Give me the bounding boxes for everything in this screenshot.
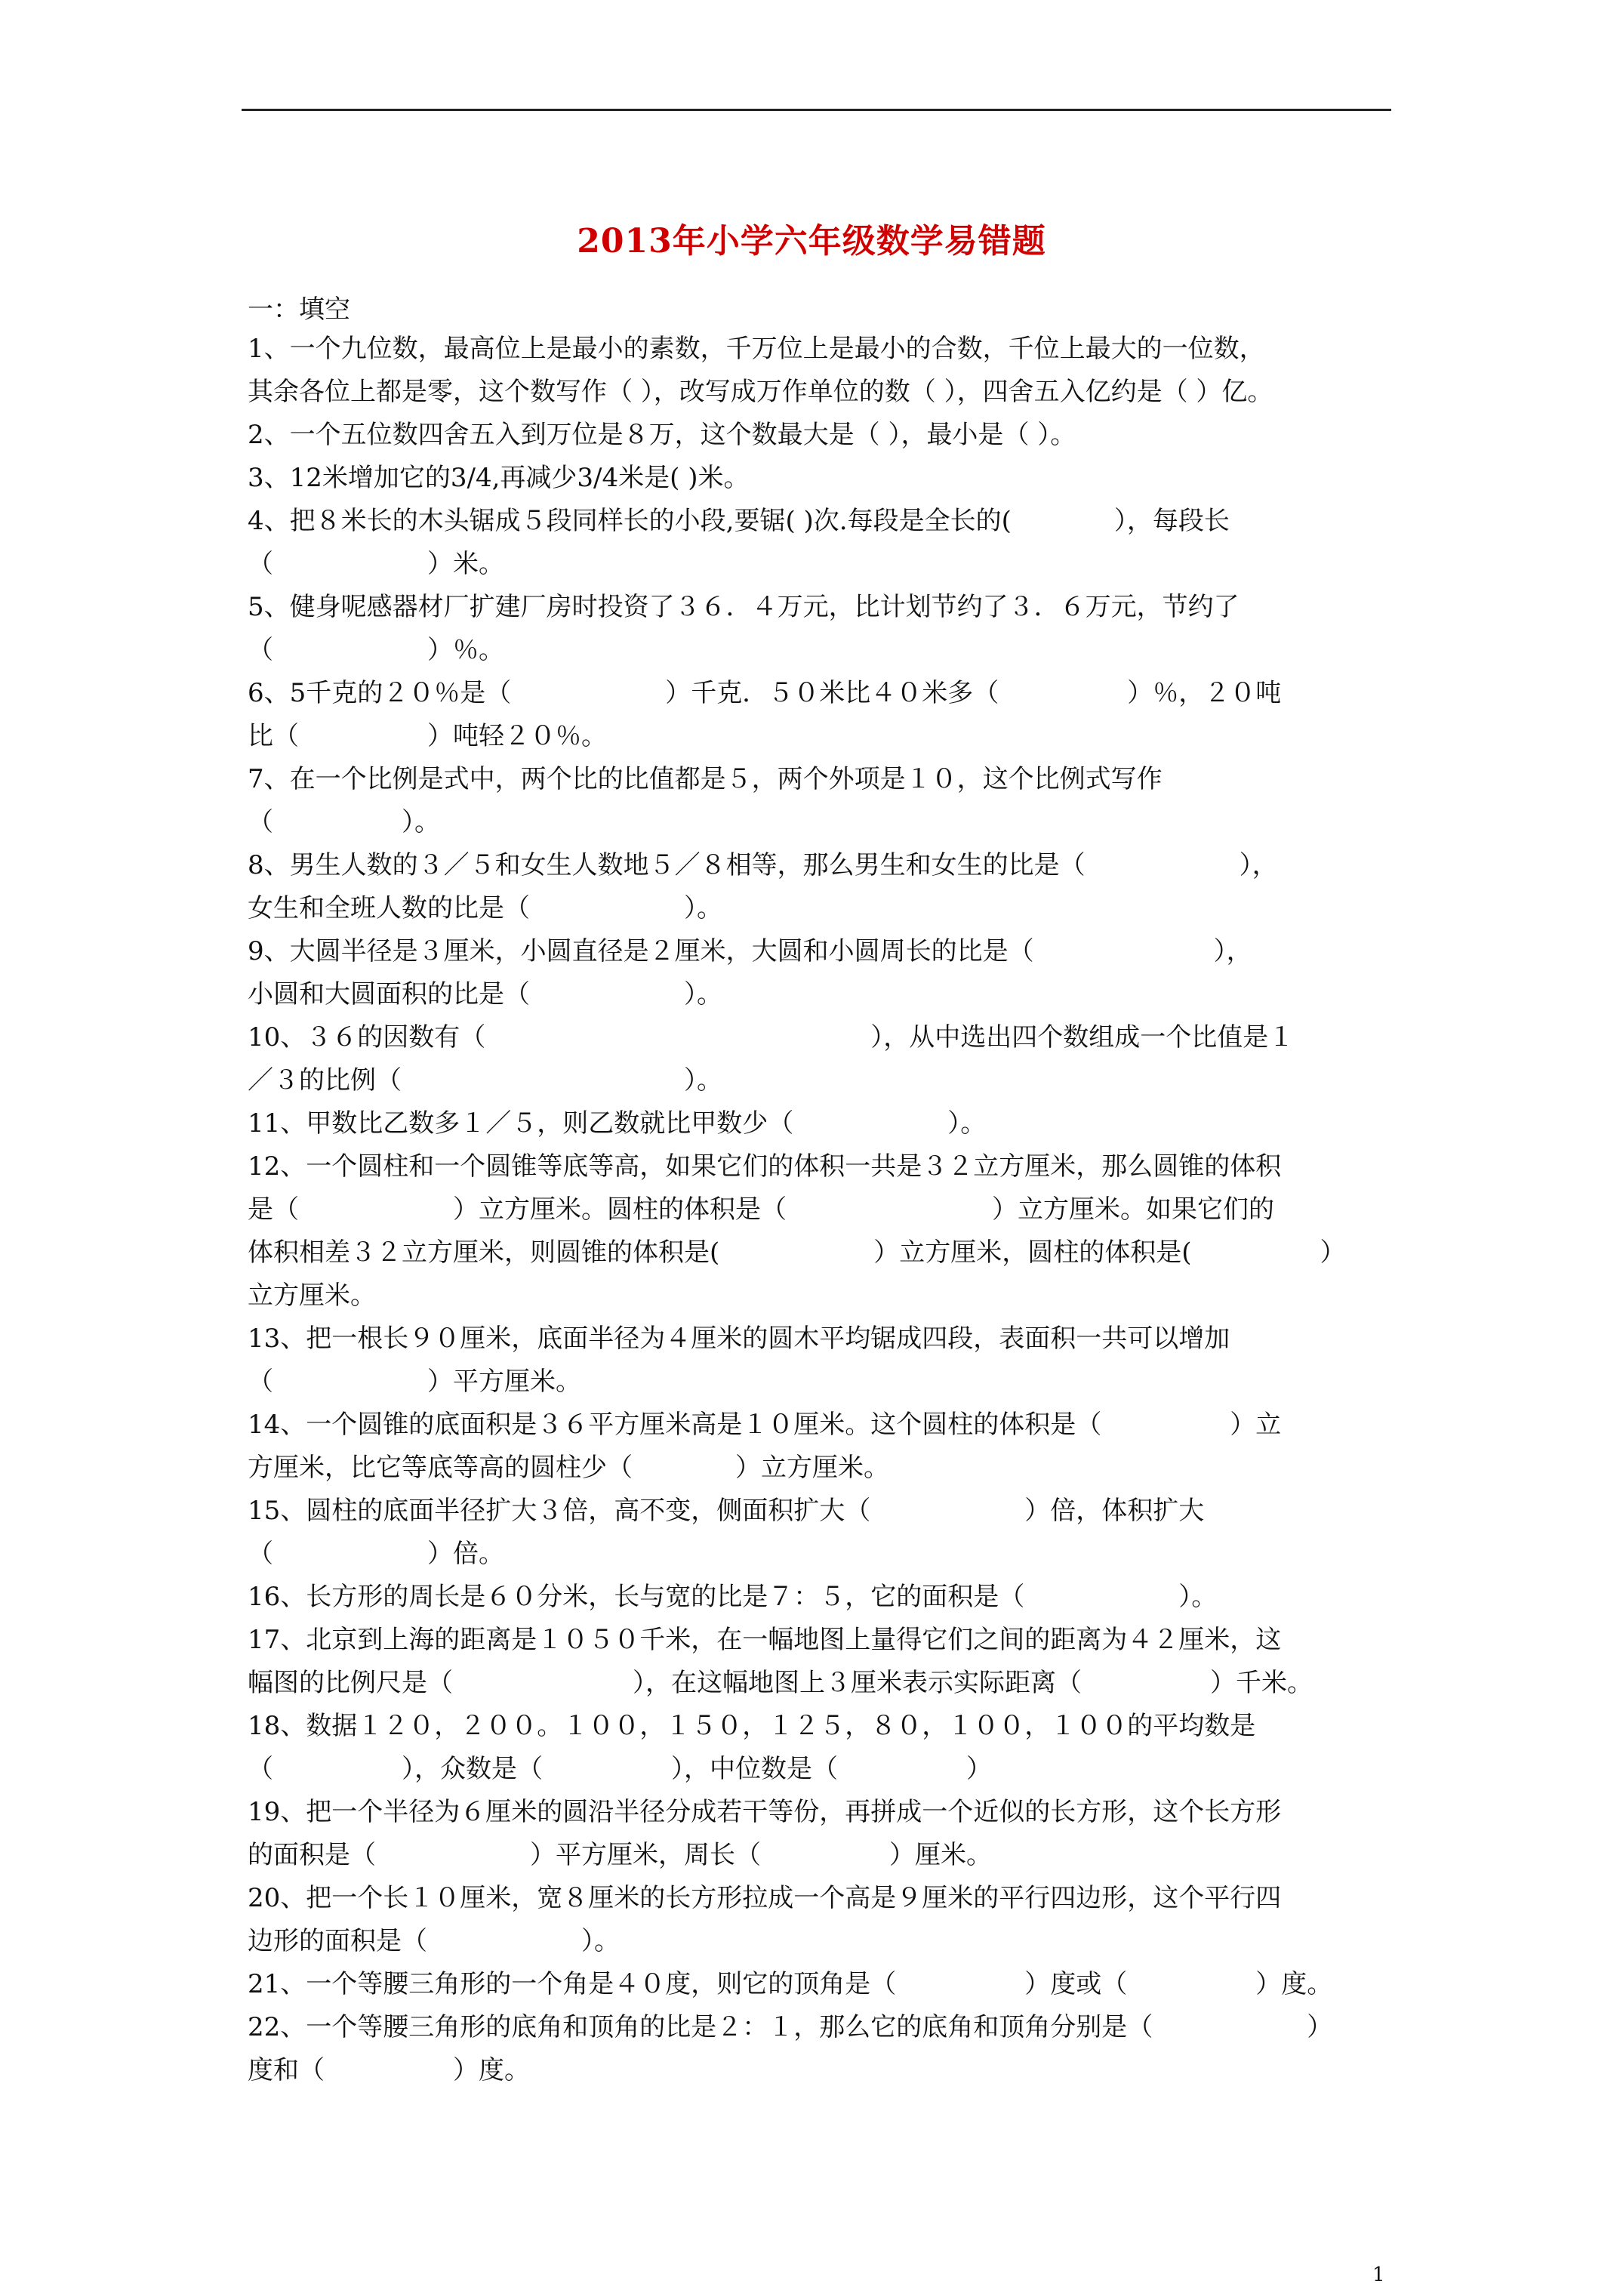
question-item	[248, 457, 1395, 500]
question-item	[248, 758, 1395, 844]
question-line: （ ）倍。	[248, 1539, 504, 1569]
question-line: 6、5千克的２０％是（ ）千克．５０米比４０米多（ ）％，２０吨	[248, 678, 1282, 708]
question-line: 18、数据１２０，２００。１００，１５０，１２５，８０，１００，１００的平均数是	[248, 1711, 1256, 1741]
question-line: 16、长方形的周长是６０分米，长与宽的比是７：５，它的面积是（ ）。	[248, 1582, 1218, 1612]
question-line: ／３的比例（ ）。	[248, 1065, 722, 1096]
question-item	[248, 1963, 1395, 2006]
question-item	[248, 1877, 1395, 1963]
question-line: 的面积是（ ）平方厘米，周长（ ）厘米。	[248, 1840, 992, 1870]
question-line: 12、一个圆柱和一个圆锥等底等高，如果它们的体积一共是３２立方厘米，那么圆锥的体积	[248, 1151, 1282, 1182]
question-line: 19、把一个半径为６厘米的圆沿半径分成若干等份，再拼成一个近似的长方形，这个长方形	[248, 1797, 1282, 1827]
question-line: 9、大圆半径是３厘米，小圆直径是２厘米，大圆和小圆周长的比是（ ），	[248, 936, 1252, 966]
question-line: 比（ ）吨轻２０％。	[248, 721, 607, 751]
question-line: 女生和全班人数的比是（ ）。	[248, 893, 722, 923]
question-line: 14、一个圆锥的底面积是３６平方厘米高是１０厘米。这个圆柱的体积是（ ）立	[248, 1410, 1282, 1440]
question-line: 22、一个等腰三角形的底角和顶角的比是２：１，那么它的底角和顶角分别是（ ）	[248, 2012, 1333, 2042]
question-item	[248, 930, 1395, 1016]
question-item	[248, 672, 1395, 758]
header-rule	[242, 109, 1391, 111]
question-line: 8、男生人数的３／５和女生人数地５／８相等，那么男生和女生的比是（ ），	[248, 850, 1278, 880]
question-line: 10、３６的因数有（ ），从中选出四个数组成一个比值是１	[248, 1022, 1295, 1052]
question-line: 20、把一个长１０厘米，宽８厘米的长方形拉成一个高是９厘米的平行四边形，这个平行四	[248, 1883, 1282, 1913]
question-item	[248, 1102, 1395, 1145]
question-line: 1、一个九位数，最高位上是最小的素数，千万位上是最小的合数，千位上最大的一位数，	[248, 334, 1265, 364]
question-line: 边形的面积是（ ）。	[248, 1926, 620, 1956]
question-line: 15、圆柱的底面半径扩大３倍，高不变，侧面积扩大（ ）倍，体积扩大	[248, 1496, 1205, 1526]
question-item	[248, 1490, 1395, 1576]
section-heading: 一：填空	[248, 294, 350, 325]
question-item	[248, 1705, 1395, 1791]
question-line: 17、北京到上海的距离是１０５０千米，在一幅地图上量得它们之间的距离为４２厘米，这	[248, 1625, 1282, 1655]
question-item	[248, 1404, 1395, 1490]
question-line: 2、一个五位数四舍五入到万位是８万，这个数最大是（ ），最小是（ ）。	[248, 420, 1076, 450]
question-item	[248, 2006, 1395, 2092]
question-item	[248, 500, 1395, 586]
question-list	[248, 328, 1395, 2092]
question-item	[248, 1576, 1395, 1619]
question-line: 小圆和大圆面积的比是（ ）。	[248, 979, 722, 1009]
question-line: 13、把一根长９０厘米，底面半径为４厘米的圆木平均锯成四段，表面积一共可以增加	[248, 1324, 1230, 1354]
question-line: 4、把８米长的木头锯成５段同样长的小段,要锯( )次.每段是全长的( ），每段长	[248, 506, 1230, 536]
question-line: 幅图的比例尺是（ ），在这幅地图上３厘米表示实际距离（ ）千米。	[248, 1668, 1313, 1698]
question-item	[248, 586, 1395, 672]
document-title: 2013年小学六年级数学易错题	[577, 222, 1046, 260]
question-item	[248, 844, 1395, 930]
question-line: （ ）％。	[248, 635, 504, 665]
question-line: 7、在一个比例是式中，两个比的比值都是５，两个外项是１０，这个比例式写作	[248, 764, 1163, 794]
question-line: （ ），众数是（ ），中位数是（ ）	[248, 1754, 992, 1784]
question-line: 方厘米，比它等底等高的圆柱少（ ）立方厘米。	[248, 1453, 889, 1483]
question-line: （ ）米。	[248, 549, 504, 579]
question-item	[248, 1145, 1395, 1318]
question-line: 21、一个等腰三角形的一个角是４０度，则它的顶角是（ ）度或（ ）度。	[248, 1969, 1333, 1999]
question-item	[248, 1318, 1395, 1404]
question-line: 是（ ）立方厘米。圆柱的体积是（ ）立方厘米。如果它们的	[248, 1194, 1274, 1225]
page-number: 1	[1372, 2264, 1385, 2286]
question-line: 体积相差３２立方厘米，则圆锥的体积是( ）立方厘米，圆柱的体积是( ）	[248, 1237, 1346, 1268]
question-line: 3、12米增加它的3/4,再减少3/4米是( )米。	[248, 463, 750, 493]
question-item	[248, 1791, 1395, 1877]
question-item	[248, 414, 1395, 457]
question-item	[248, 1619, 1395, 1705]
question-line: 其余各位上都是零，这个数写作（ ），改写成万作单位的数（ ），四舍五入亿约是（ ）亿。	[248, 377, 1273, 407]
question-item	[248, 1016, 1395, 1102]
question-line: 立方厘米。	[248, 1281, 376, 1311]
question-line: 度和（ ）度。	[248, 2055, 530, 2085]
question-line: 11、甲数比乙数多１／５，则乙数就比甲数少（ ）。	[248, 1108, 987, 1139]
question-line: 5、健身呢感器材厂扩建厂房时投资了３６．４万元，比计划节约了３．６万元，节约了	[248, 592, 1240, 622]
question-item	[248, 328, 1395, 414]
question-line: （ ）。	[248, 807, 440, 837]
question-line: （ ）平方厘米。	[248, 1367, 581, 1397]
